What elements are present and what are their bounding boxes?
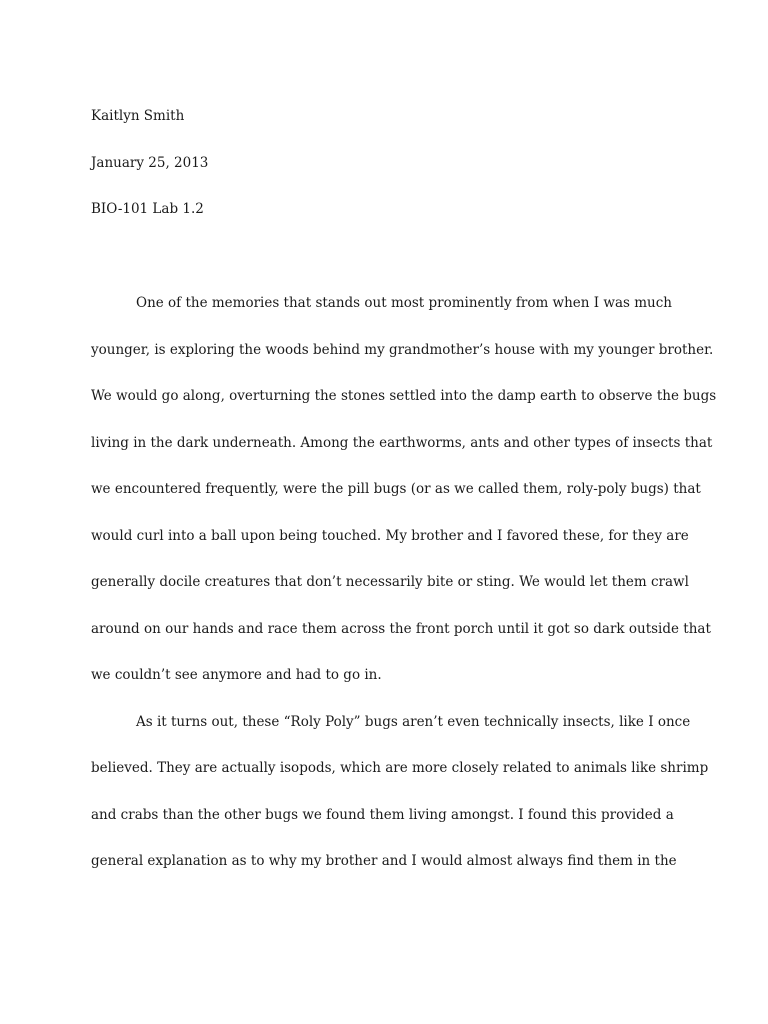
paragraph-2-line: general explanation as to why my brother and I would almost always find them in the [91, 853, 677, 869]
paragraph-2-line: As it turns out, these “Roly Poly” bugs aren’t even technically insects, like I once [136, 713, 691, 730]
paragraph-2-line: believed. They are actually isopods, which are more closely related to animals like shrimp [91, 760, 709, 776]
course-label: BIO-101 Lab 1.2 [91, 201, 204, 217]
paragraph-1-line: would curl into a ball upon being touched. My brother and I favored these, for they are [91, 527, 689, 544]
paragraph-1-line: we couldn’t see anymore and had to go in. [91, 667, 382, 683]
author-name: Kaitlyn Smith [91, 108, 185, 124]
paragraph-1-line: We would go along, overturning the stones settled into the damp earth to observe the bugs [91, 388, 717, 404]
paragraph-1-line: younger, is exploring the woods behind my grandmother’s house with my younger brother. [91, 341, 714, 358]
paragraph-2-line: and crabs than the other bugs we found them living amongst. I found this provided a [91, 806, 674, 823]
paragraph-1-line: generally docile creatures that don’t necessarily bite or sting. We would let them crawl [91, 574, 689, 590]
paragraph-1-line: One of the memories that stands out most prominently from when I was much [136, 295, 672, 311]
paragraph-1-line: we encountered frequently, were the pill bugs (or as we called them, roly-poly bugs) that [91, 481, 701, 497]
paragraph-1-line: living in the dark underneath. Among the earthworms, ants and other types of insects that [91, 434, 713, 451]
essay-body [91, 292, 717, 897]
paragraph-1-line: around on our hands and race them across the front porch until it got so dark outside that [91, 620, 711, 637]
document-date: January 25, 2013 [91, 155, 209, 171]
